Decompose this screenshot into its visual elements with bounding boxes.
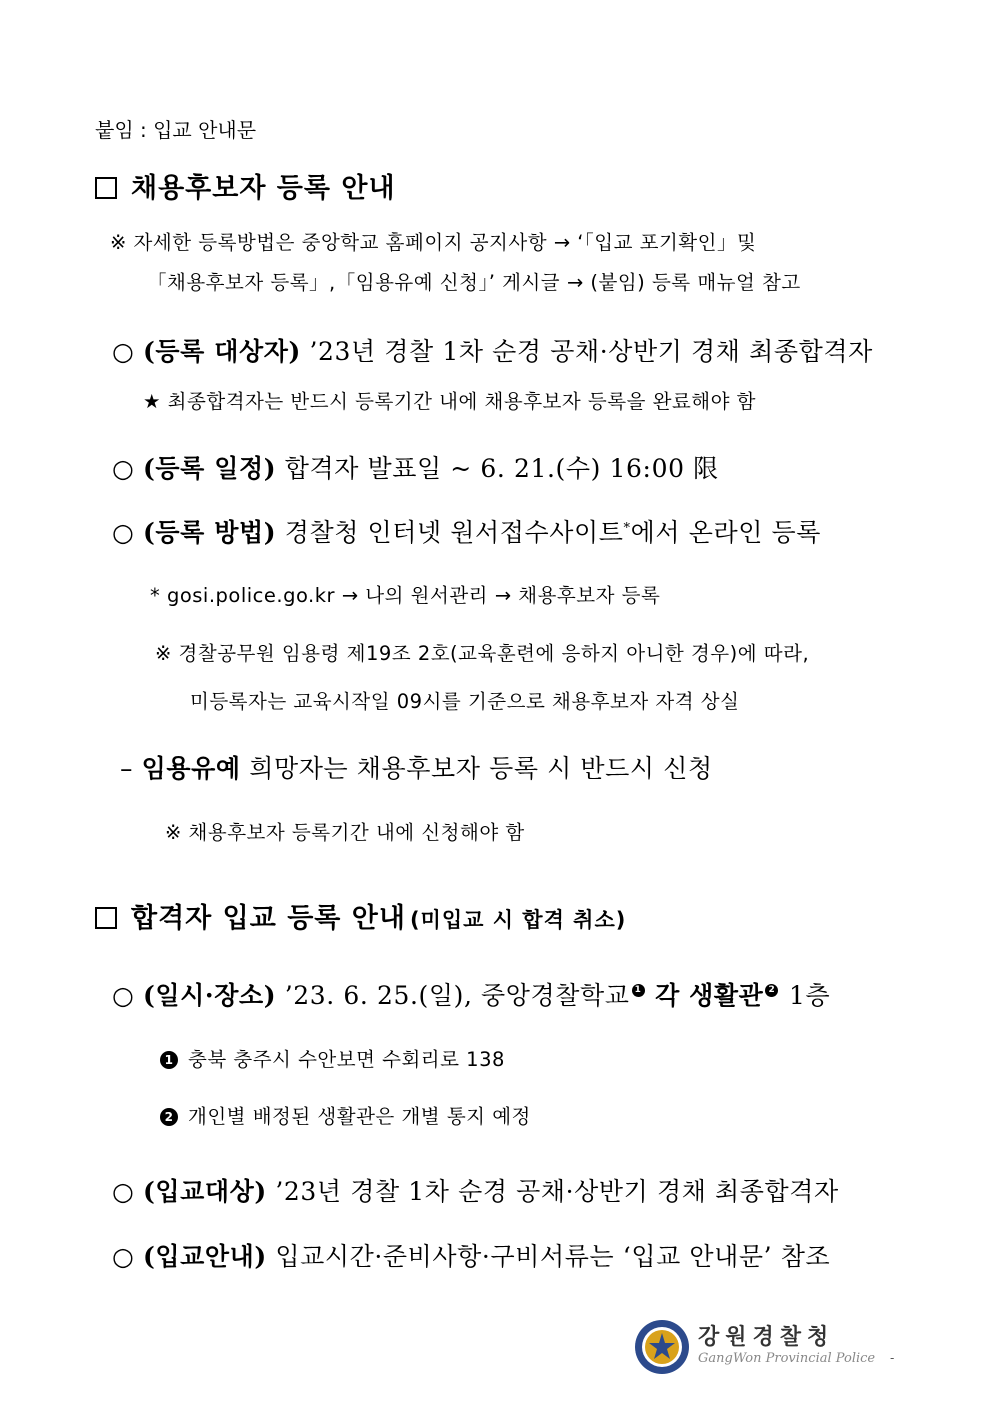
- circle-bullet-icon: ○: [112, 518, 135, 547]
- section2-title-sub: (미입교 시 합격 취소): [409, 908, 627, 932]
- section1-heading: [95, 166, 396, 205]
- schedule-label: (등록 일정): [142, 454, 277, 483]
- law-note-line2: 미등록자는 교육시작일 09시를 기준으로 채용후보자 자격 상실: [190, 690, 740, 713]
- defer-item: [120, 749, 713, 785]
- star-note: ★ 최종합격자는 반드시 등록기간 내에 채용후보자 등록을 완료해야 함: [143, 390, 757, 413]
- footnote-marker-2-icon: 2: [765, 984, 778, 997]
- circle-bullet-icon: ○: [112, 337, 135, 366]
- section1-title: 채용후보자 등록 안내: [131, 173, 396, 204]
- circle-bullet-icon: ○: [112, 1242, 135, 1271]
- attachment-label: 붙임 : 입교 안내문: [95, 118, 257, 142]
- floor-text: 1층: [788, 981, 831, 1010]
- footnote-2: [160, 1101, 531, 1129]
- entry-info-label: (입교안내): [142, 1242, 267, 1271]
- entry-target-bullet: [112, 1172, 839, 1208]
- method-footnote: * gosi.police.go.kr → 나의 원서관리 → 채용후보자 등록: [150, 584, 661, 607]
- footnote-1: [160, 1044, 505, 1072]
- method-footnote-marker: *: [623, 521, 631, 536]
- method-text: 경찰청 인터넷 원서접수사이트: [284, 518, 624, 547]
- footnote-marker-1-icon: 1: [160, 1051, 178, 1069]
- footer-dash: -: [890, 1351, 895, 1365]
- dash-bullet-icon: –: [120, 754, 134, 783]
- circle-bullet-icon: ○: [112, 454, 135, 483]
- checkbox-square-icon: [95, 907, 117, 929]
- footnote-marker-1-icon: 1: [632, 984, 645, 997]
- footnote-1-text: 충북 충주시 수안보면 수회리로 138: [188, 1048, 505, 1071]
- agency-name: 강원경찰청: [698, 1325, 835, 1350]
- datetime-bullet: [112, 976, 830, 1012]
- registration-note-line2: 「채용후보자 등록」,「임용유예 신청」’ 게시글 → (붙임) 등록 매뉴얼 참고: [147, 271, 801, 294]
- entry-info-text: 입교시간·준비사항·구비서류는 ‘입교 안내문’ 참조: [275, 1242, 831, 1271]
- schedule-bullet: [112, 449, 719, 485]
- method-label: (등록 방법): [142, 518, 277, 547]
- checkbox-square-icon: [95, 177, 117, 199]
- entry-target-text: ’23년 경찰 1차 순경 공채·상반기 경채 최종합격자: [275, 1177, 839, 1206]
- target-text: ’23년 경찰 1차 순경 공채·상반기 경채 최종합격자: [309, 337, 873, 366]
- registration-note-line1: ※ 자세한 등록방법은 중앙학교 홈페이지 공지사항 → ‘「입교 포기확인」및: [110, 231, 757, 254]
- section2-title: 합격자 입교 등록 안내: [131, 903, 406, 934]
- datetime-label: (일시·장소): [142, 981, 277, 1010]
- footnote-marker-2-icon: 2: [160, 1108, 178, 1126]
- footnote-2-text: 개인별 배정된 생활관은 개별 통지 예정: [188, 1105, 531, 1128]
- police-emblem-logo: [634, 1319, 690, 1375]
- circle-bullet-icon: ○: [112, 1177, 135, 1206]
- defer-text: 희망자는 채용후보자 등록 시 반드시 신청: [249, 754, 713, 783]
- datetime-text: ’23. 6. 25.(일), 중앙경찰학교: [284, 981, 630, 1010]
- target-label: (등록 대상자): [142, 337, 301, 366]
- entry-info-bullet: [112, 1237, 830, 1273]
- defer-label: 임용유예: [141, 754, 241, 783]
- defer-note: ※ 채용후보자 등록기간 내에 신청해야 함: [165, 821, 525, 844]
- agency-name-en: GangWon Provincial Police: [698, 1351, 876, 1366]
- law-note-line1: ※ 경찰공무원 임용령 제19조 2호(교육훈련에 응하지 아니한 경우)에 따라,: [155, 642, 810, 665]
- method-text-end: 에서 온라인 등록: [630, 518, 822, 547]
- place-text: 각 생활관: [655, 981, 764, 1010]
- entry-target-label: (입교대상): [142, 1177, 267, 1206]
- method-bullet: [112, 513, 821, 549]
- schedule-text: 합격자 발표일 ~ 6. 21.(수) 16:00 限: [284, 454, 719, 483]
- target-bullet: [112, 332, 873, 368]
- section2-heading: [95, 896, 626, 935]
- circle-bullet-icon: ○: [112, 981, 135, 1010]
